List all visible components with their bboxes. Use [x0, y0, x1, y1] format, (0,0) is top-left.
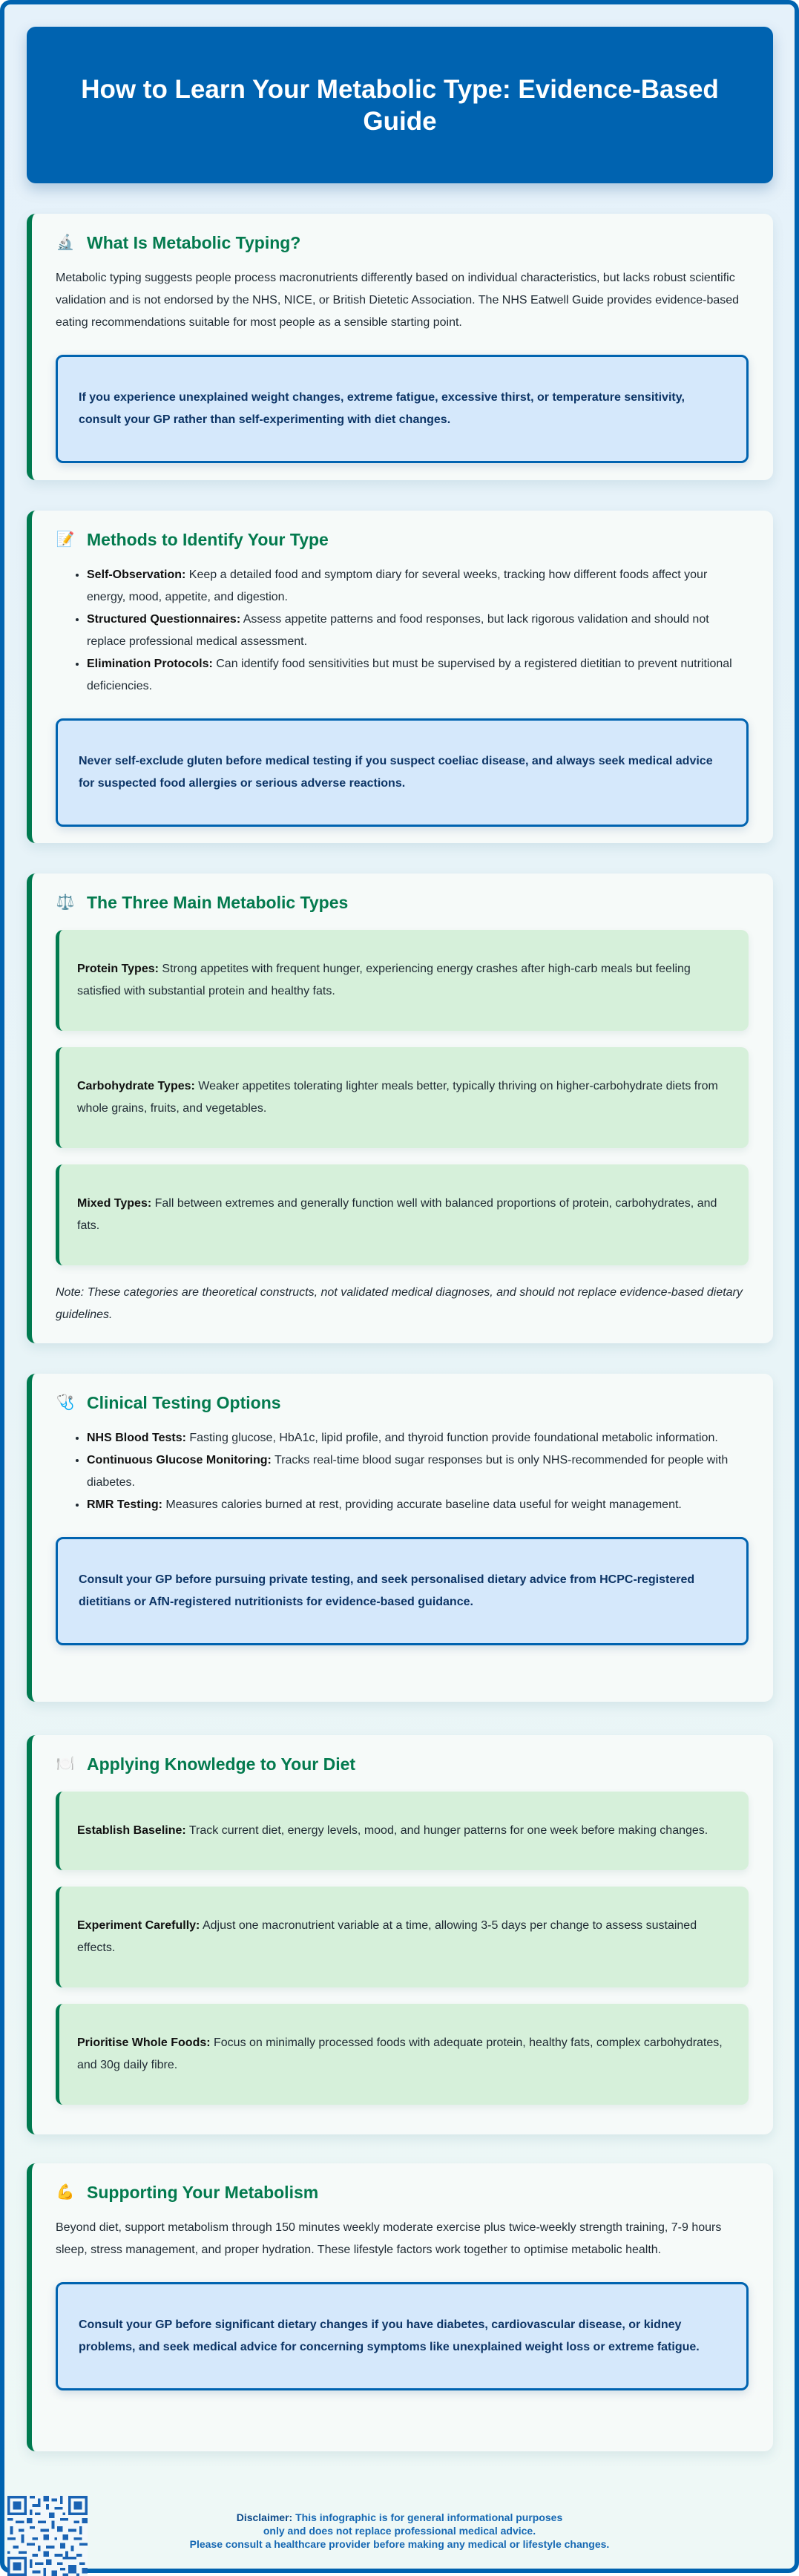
list-item-text: Keep a detailed food and symptom diary for several weeks, tracking how different foods affect your energy, mood, appetite, and digestion. [87, 568, 708, 603]
methods-list [56, 564, 749, 698]
card-label: Mixed Types: [77, 1197, 152, 1210]
card-text: Strong appetites with frequent hunger, experiencing energy crashes after high-carb meals but feeling satisfied with substantial protein and healthy fats. [77, 963, 691, 997]
section-heading [56, 2181, 749, 2203]
memo-icon: 📝 [56, 531, 75, 548]
section-heading [56, 528, 749, 551]
card-label: Establish Baseline: [77, 1824, 186, 1837]
warning-callout: Consult your GP before significant dietary changes if you have diabetes, cardiovascular disease, or kidney problems, and seek medical advice for concerning symptoms like unexplained weight loss or extreme fatigue. [56, 2282, 749, 2390]
section-title: Clinical Testing Options [87, 1393, 281, 1412]
microscope-icon: 🔬 [56, 235, 75, 251]
flexed-bicep-icon: 💪 [56, 2184, 75, 2200]
type-card-carbohydrate [56, 1047, 749, 1148]
section-heading [56, 1392, 749, 1414]
type-card-protein [56, 930, 749, 1031]
list-item-text: Measures calories burned at rest, providing accurate baseline data useful for weight management. [162, 1498, 682, 1511]
list-item-text: Can identify food sensitivities but must be supervised by a registered dietitian to prevent nutritional deficiencies. [87, 658, 732, 692]
disclaimer-text-1: This infographic is for general informational purposes [292, 2511, 563, 2523]
list-item [87, 1494, 749, 1516]
step-card-experiment [56, 1887, 749, 1987]
fork-knife-plate-icon: 🍽️ [56, 1756, 75, 1772]
card-text: Fall between extremes and generally function well with balanced proportions of protein, carbohydrates, and fats. [77, 1197, 717, 1232]
disclaimer-note: Note: These categories are theoretical constructs, not validated medical diagnoses, and should not replace evidence-based dietary guidelines. [56, 1286, 743, 1321]
disclaimer-line-3: Please consult a healthcare provider before making any medical or lifestyle changes. [189, 2538, 610, 2550]
section-clinical-testing [27, 1374, 773, 1702]
disclaimer-label: Disclaimer: [236, 2511, 293, 2523]
section-three-metabolic-types [27, 874, 773, 1343]
section-heading [56, 232, 749, 254]
section-title: Supporting Your Metabolism [87, 2183, 319, 2202]
list-item [87, 1449, 749, 1494]
list-item-label: Elimination Protocols: [87, 658, 213, 670]
card-text: Adjust one macronutrient variable at a time, allowing 3-5 days per change to assess sustained effects. [77, 1919, 697, 1954]
stethoscope-icon: 🩺 [56, 1394, 75, 1411]
list-item [87, 653, 749, 698]
card-label: Prioritise Whole Foods: [77, 2036, 211, 2049]
list-item-label: Structured Questionnaires: [87, 613, 241, 626]
section-title: The Three Main Metabolic Types [87, 893, 349, 912]
section-body: Metabolic typing suggests people process macronutrients differently based on individual characteristics, but lacks robust scientific validation and is not endorsed by the NHS, NICE, or British Dietetic Association. The NHS Eatwell Guide provides evidence-based eating recommendations suitable for most people as a sensible starting point. [56, 272, 740, 329]
list-item-text: Fasting glucose, HbA1c, lipid profile, and thyroid function provide foundational metabolic information. [185, 1432, 718, 1444]
qr-code-icon[interactable] [7, 2496, 88, 2576]
page-header [27, 27, 773, 183]
list-item [87, 609, 749, 653]
list-item-label: Continuous Glucose Monitoring: [87, 1454, 272, 1466]
list-item-label: Self-Observation: [87, 568, 186, 581]
disclaimer-line-2: only and does not replace professional medical advice. [263, 2525, 536, 2537]
card-text: Focus on minimally processed foods with adequate protein, healthy fats, complex carbohydrates, and 30g daily fibre. [77, 2036, 723, 2071]
step-card-whole-foods [56, 2004, 749, 2105]
list-item-label: RMR Testing: [87, 1498, 162, 1511]
list-item [87, 1427, 749, 1449]
section-heading [56, 1753, 749, 1775]
list-item-text: Assess appetite patterns and food responses, but lack rigorous validation and should not replace professional medical assessment. [87, 613, 709, 648]
section-body: Beyond diet, support metabolism through 150 minutes weekly moderate exercise plus twice-weekly strength training, 7-9 hours sleep, stress management, and proper hydration. These lifestyle factors work together to optimise metabolic health. [56, 2221, 722, 2256]
section-applying-knowledge [27, 1735, 773, 2134]
card-text: Weaker appetites tolerating lighter meals better, typically thriving on higher-carbohydrate diets from whole grains, fruits, and vegetables. [77, 1080, 718, 1115]
section-title: Methods to Identify Your Type [87, 530, 329, 549]
section-title: What Is Metabolic Typing? [87, 233, 301, 252]
section-methods-to-identify [27, 511, 773, 843]
section-supporting-metabolism [27, 2163, 773, 2451]
list-item-label: NHS Blood Tests: [87, 1432, 186, 1444]
list-item-text: Tracks real-time blood sugar responses but is only NHS-recommended for people with diabetes. [87, 1454, 729, 1489]
testing-list [56, 1427, 749, 1516]
page-title: How to Learn Your Metabolic Type: Evidence-Based Guide [81, 74, 719, 136]
warning-callout: If you experience unexplained weight changes, extreme fatigue, excessive thirst, or temperature sensitivity, consult your GP rather than self-experimenting with diet changes. [56, 355, 749, 463]
section-heading [56, 891, 749, 914]
disclaimer-line-1 [93, 2511, 706, 2524]
section-title: Applying Knowledge to Your Diet [87, 1754, 356, 1774]
card-label: Protein Types: [77, 963, 159, 975]
balance-scale-icon: ⚖️ [56, 894, 75, 911]
list-item [87, 564, 749, 609]
card-label: Experiment Carefully: [77, 1919, 200, 1932]
card-text: Track current diet, energy levels, mood, and hunger patterns for one week before making changes. [185, 1824, 708, 1837]
advice-callout: Consult your GP before pursuing private testing, and seek personalised dietary advice from HCPC-registered dietitians or AfN-registered nutritionists for evidence-based guidance. [56, 1537, 749, 1645]
type-card-mixed [56, 1164, 749, 1265]
page-footer [4, 2465, 795, 2569]
card-label: Carbohydrate Types: [77, 1080, 195, 1092]
section-what-is-metabolic-typing [27, 214, 773, 480]
disclaimer [93, 2511, 706, 2551]
warning-callout: Never self-exclude gluten before medical testing if you suspect coeliac disease, and always seek medical advice for suspected food allergies or serious adverse reactions. [56, 718, 749, 827]
step-card-baseline [56, 1792, 749, 1870]
